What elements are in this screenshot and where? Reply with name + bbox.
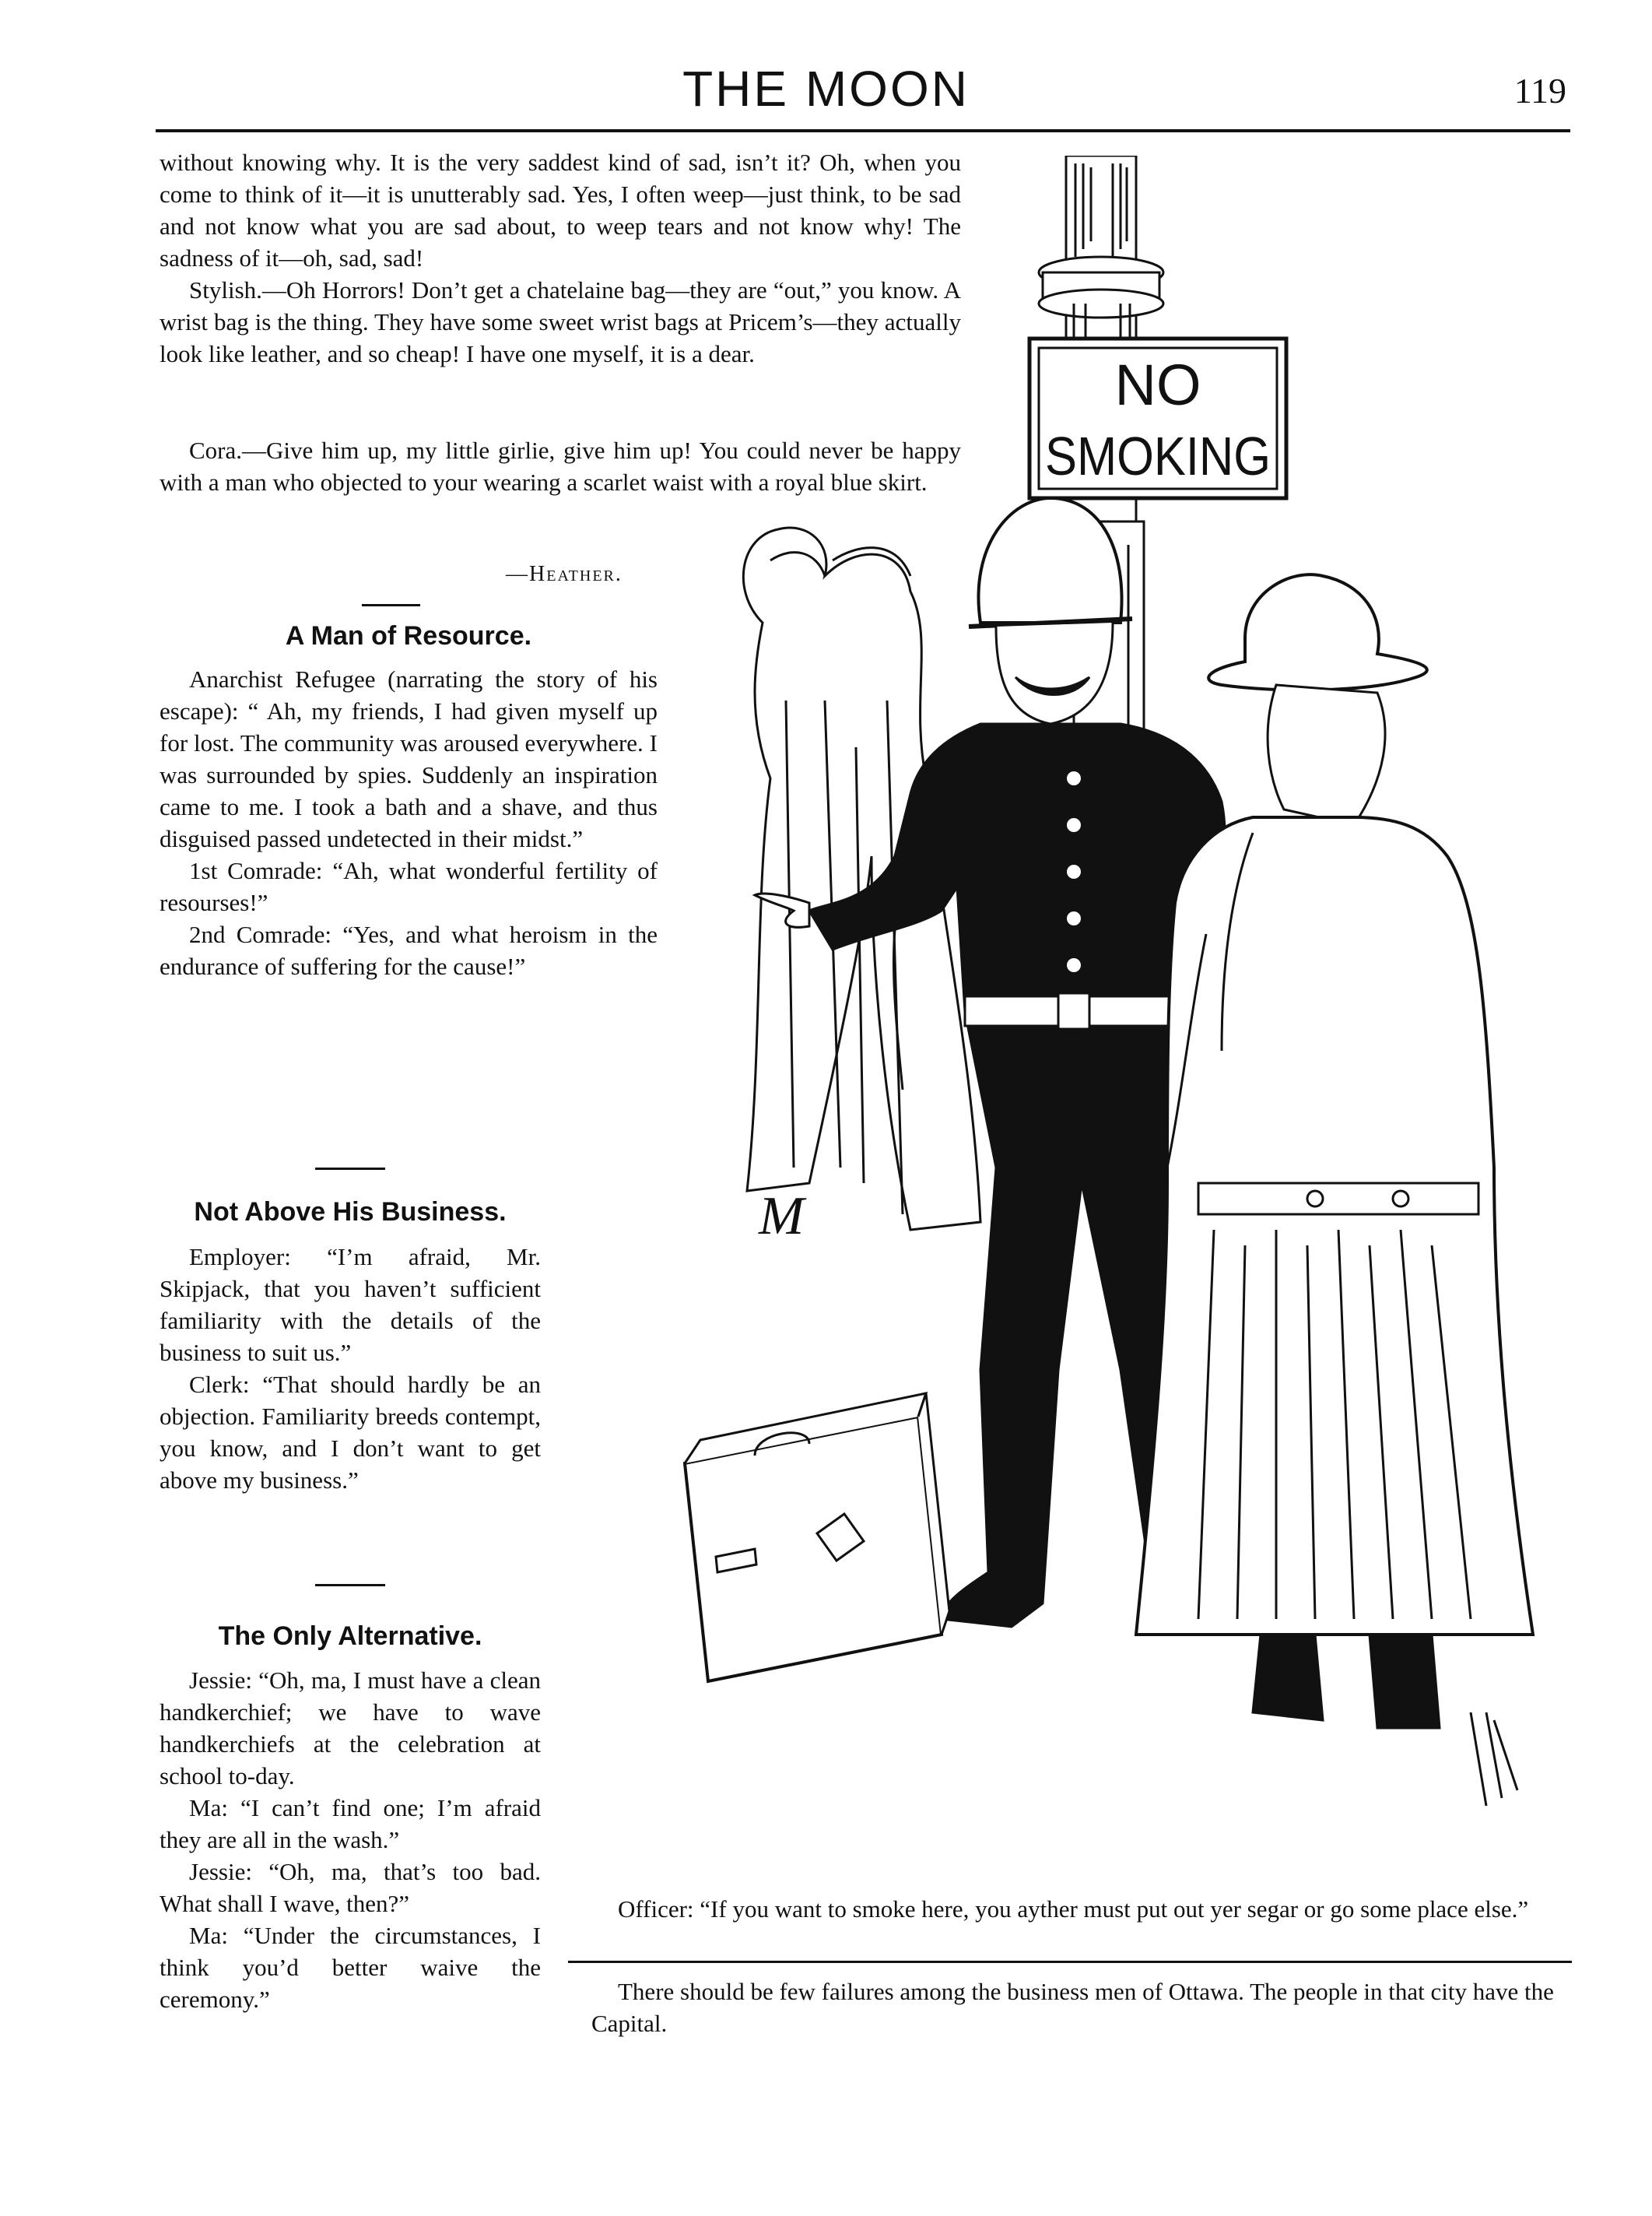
- cartoon-illustration: [576, 156, 1580, 1868]
- article-paragraph: 2nd Comrade: “Yes, and what heroism in the endurance of suffering for the cause!”: [160, 921, 658, 980]
- section-divider: [315, 1168, 385, 1170]
- suitcase-illustration: [685, 1393, 949, 1681]
- intro-signature: —Heather.: [506, 562, 623, 586]
- article-paragraph: Employer: “I’m afraid, Mr. Skipjack, that you haven’t sufficient familiarity with the details of the business to suit us.”: [160, 1243, 541, 1366]
- page-number: 119: [1513, 71, 1566, 111]
- article-paragraph: 1st Comrade: “Ah, what wonderful fertility of resourses!”: [160, 857, 658, 916]
- article-title: A Man of Resource.: [285, 621, 532, 651]
- illustration-caption: [591, 1893, 1580, 1925]
- section-divider: [315, 1584, 385, 1586]
- header-rule: [156, 129, 1570, 132]
- intro-paragraph-2: Stylish.—Oh Horrors! Don’t get a chatelaine bag—they are “out,” you know. A wrist bag is the thing. They have some sweet wrist bags at Pricem’s—they actually look like leather, and so cheap! I have one myself, it is a dear.: [160, 276, 961, 367]
- footer-joke-text: There should be few failures among the business men of Ottawa. The people in that city have the Capital.: [591, 1978, 1554, 2037]
- article-title: Not Above His Business.: [194, 1197, 507, 1227]
- footer-joke: [591, 1975, 1572, 2039]
- artist-monogram: M: [759, 1186, 805, 1246]
- page-title: THE MOON: [682, 61, 970, 117]
- caption-text: Officer: “If you want to smoke here, you ayther must put out yer segar or go some place else.”: [618, 1895, 1529, 1923]
- article-body: [160, 1241, 541, 1496]
- article-paragraph: Anarchist Refugee (narrating the story of his escape): “ Ah, my friends, I had given myself up for lost. The community was aroused everywhere. I was surrounded by spies. Suddenly an inspiration came to me. I took a bath and a shave, and thus disguised passed undetected in their midst.”: [160, 666, 658, 852]
- article-paragraph: Clerk: “That should hardly be an objection. Familiarity breeds contempt, you know, and I don’t want to get above my business.”: [160, 1371, 541, 1494]
- article-paragraph: Jessie: “Oh, ma, that’s too bad. What shall I wave, then?”: [160, 1858, 541, 1917]
- caption-rule: [568, 1961, 1572, 1963]
- sign-text-line-1: NO: [1114, 353, 1201, 417]
- article-paragraph: Ma: “Under the circumstances, I think you’d better waive the ceremony.”: [160, 1922, 541, 2013]
- intro-paragraph-1: without knowing why. It is the very saddest kind of sad, isn’t it? Oh, when you come to think of it—it is unutterably sad. Yes, I often weep—just think, to be sad and not know what you are sad about, to weep tears and not know why! The sadness of it—oh, sad, sad!: [160, 149, 961, 272]
- article-paragraph: Ma: “I can’t find one; I’m afraid they are all in the wash.”: [160, 1794, 541, 1853]
- intro-paragraph-3: Cora.—Give him up, my little girlie, give him up! You could never be happy with a man who objected to your wearing a scarlet waist with a royal blue skirt.: [160, 437, 961, 496]
- article-body: [160, 1664, 541, 2015]
- section-divider: [362, 604, 420, 606]
- article-paragraph: Jessie: “Oh, ma, I must have a clean handkerchief; we have to wave handkerchiefs at the celebration at school to-day.: [160, 1666, 541, 1789]
- sign-text-line-2: SMOKING: [1045, 426, 1271, 486]
- article-title: The Only Alternative.: [218, 1621, 482, 1651]
